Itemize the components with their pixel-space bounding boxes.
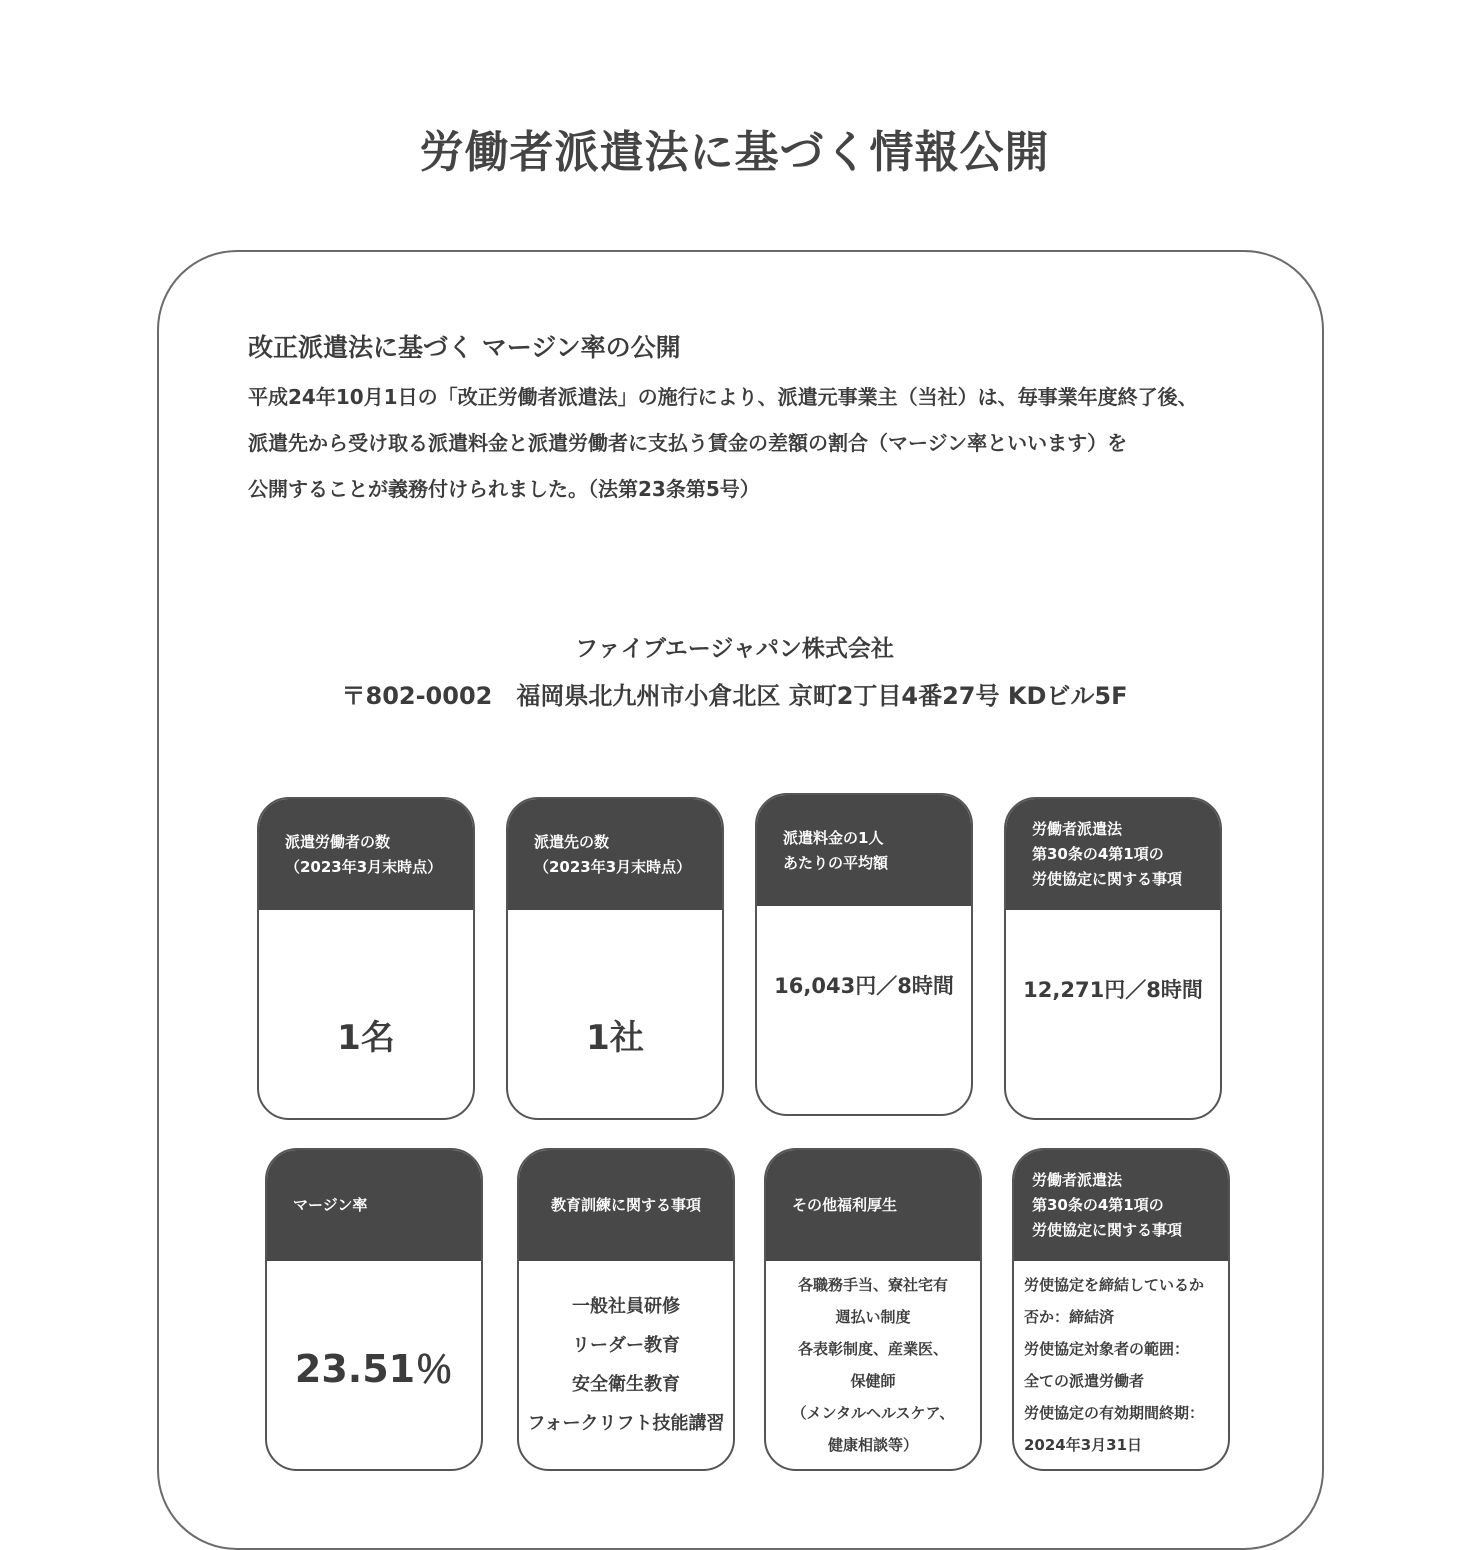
card-title-line: 派遣料金の1人: [783, 828, 884, 847]
card-title-line: （2023年3月末時点）: [534, 857, 692, 876]
card-header: [508, 799, 722, 910]
card-title-line: 教育訓練に関する事項: [550, 1196, 701, 1214]
intro-line: 公開することが義務付けられました。（法第23条第5号）: [248, 477, 760, 501]
card-header: [1014, 1150, 1228, 1261]
card-value-line: フォークリフト技能講習: [527, 1413, 725, 1434]
card-welfare: [764, 1148, 982, 1471]
card-value: 23.51％: [294, 1346, 454, 1391]
card-dispatched-workers: [257, 797, 475, 1120]
card-value-line: 全ての派遣労働者: [1024, 1372, 1145, 1390]
card-average-fee: [755, 793, 973, 1116]
card-labor-agreement-details: [1012, 1148, 1230, 1471]
card-title-line: 労使協定に関する事項: [1032, 870, 1183, 888]
page-title: 労働者派遣法に基づく情報公開: [419, 127, 1050, 178]
card-header: [519, 1150, 733, 1261]
card-header: [766, 1150, 980, 1261]
card-value-line: 保健師: [850, 1372, 896, 1390]
card-value-line: 安全衛生教育: [571, 1374, 680, 1395]
card-title-line: 第30条の4第1項の: [1032, 1196, 1164, 1214]
company-address: 〒802-0002 福岡県北九州市小倉北区 京町2丁目4番27号 KDビル5F: [341, 682, 1128, 710]
card-value-line: 2024年3月31日: [1024, 1436, 1143, 1454]
card-title-line: 派遣労働者の数: [285, 832, 391, 851]
card-value-line: 労使協定を締結しているか: [1024, 1276, 1205, 1294]
company-name: ファイブエージャパン株式会社: [575, 636, 894, 662]
card-title-line: 労働者派遣法: [1032, 1171, 1123, 1189]
card-value-line: 各職務手当、寮社宅有: [797, 1276, 948, 1294]
card-value: [1014, 1261, 1228, 1469]
card-header: [267, 1150, 481, 1261]
card-title-line: （2023年3月末時点）: [285, 857, 443, 876]
intro-line: 平成24年10月1日の「改正労働者派遣法」の施行により、派遣元事業主（当社）は、毎事業年度終了後、: [248, 385, 1198, 409]
card-value: [519, 1261, 733, 1469]
card-education-training: [517, 1148, 735, 1471]
card-title-line: 第30条の4第1項の: [1032, 845, 1164, 863]
card-value-line: 一般社員研修: [571, 1296, 680, 1317]
card-value: 12,271円／8時間: [1023, 978, 1203, 1002]
card-value-line: 週払い制度: [835, 1308, 911, 1326]
card-title-line: あたりの平均額: [783, 853, 889, 872]
card-labor-agreement-wage: [1004, 797, 1222, 1120]
margin-disclosure-text: [248, 374, 1288, 512]
card-value: 1社: [586, 1017, 644, 1058]
card-title-line: 労働者派遣法: [1032, 820, 1123, 838]
card-client-count: [506, 797, 724, 1120]
card-header: [259, 799, 473, 910]
card-value-line: 各表彰制度、産業医、: [797, 1340, 948, 1358]
intro-line: 派遣先から受け取る派遣料金と派遣労働者に支払う賃金の差額の割合（マージン率といいます）を: [248, 431, 1128, 455]
card-value-line: （メンタルヘルスケア、: [791, 1404, 955, 1422]
card-value: [766, 1261, 980, 1469]
card-value-line: 労使協定対象者の範囲：: [1024, 1340, 1190, 1358]
card-header: [757, 795, 971, 906]
margin-disclosure-heading: 改正派遣法に基づく マージン率の公開: [248, 333, 681, 362]
card-value-line: 労使協定の有効期間終期：: [1024, 1404, 1205, 1422]
card-header: [1006, 799, 1220, 910]
card-title-line: 労使協定に関する事項: [1032, 1221, 1183, 1239]
card-value-line: 健康相談等）: [827, 1436, 918, 1454]
card-value-line: リーダー教育: [571, 1335, 680, 1356]
card-title-line: その他福利厚生: [792, 1196, 898, 1214]
card-title-line: 派遣先の数: [534, 832, 610, 851]
card-margin-rate: [265, 1148, 483, 1471]
card-value: 16,043円／8時間: [774, 974, 954, 998]
card-value-line: 否か：締結済: [1024, 1308, 1115, 1326]
card-value: 1名: [337, 1017, 395, 1058]
card-title-line: マージン率: [293, 1196, 368, 1214]
